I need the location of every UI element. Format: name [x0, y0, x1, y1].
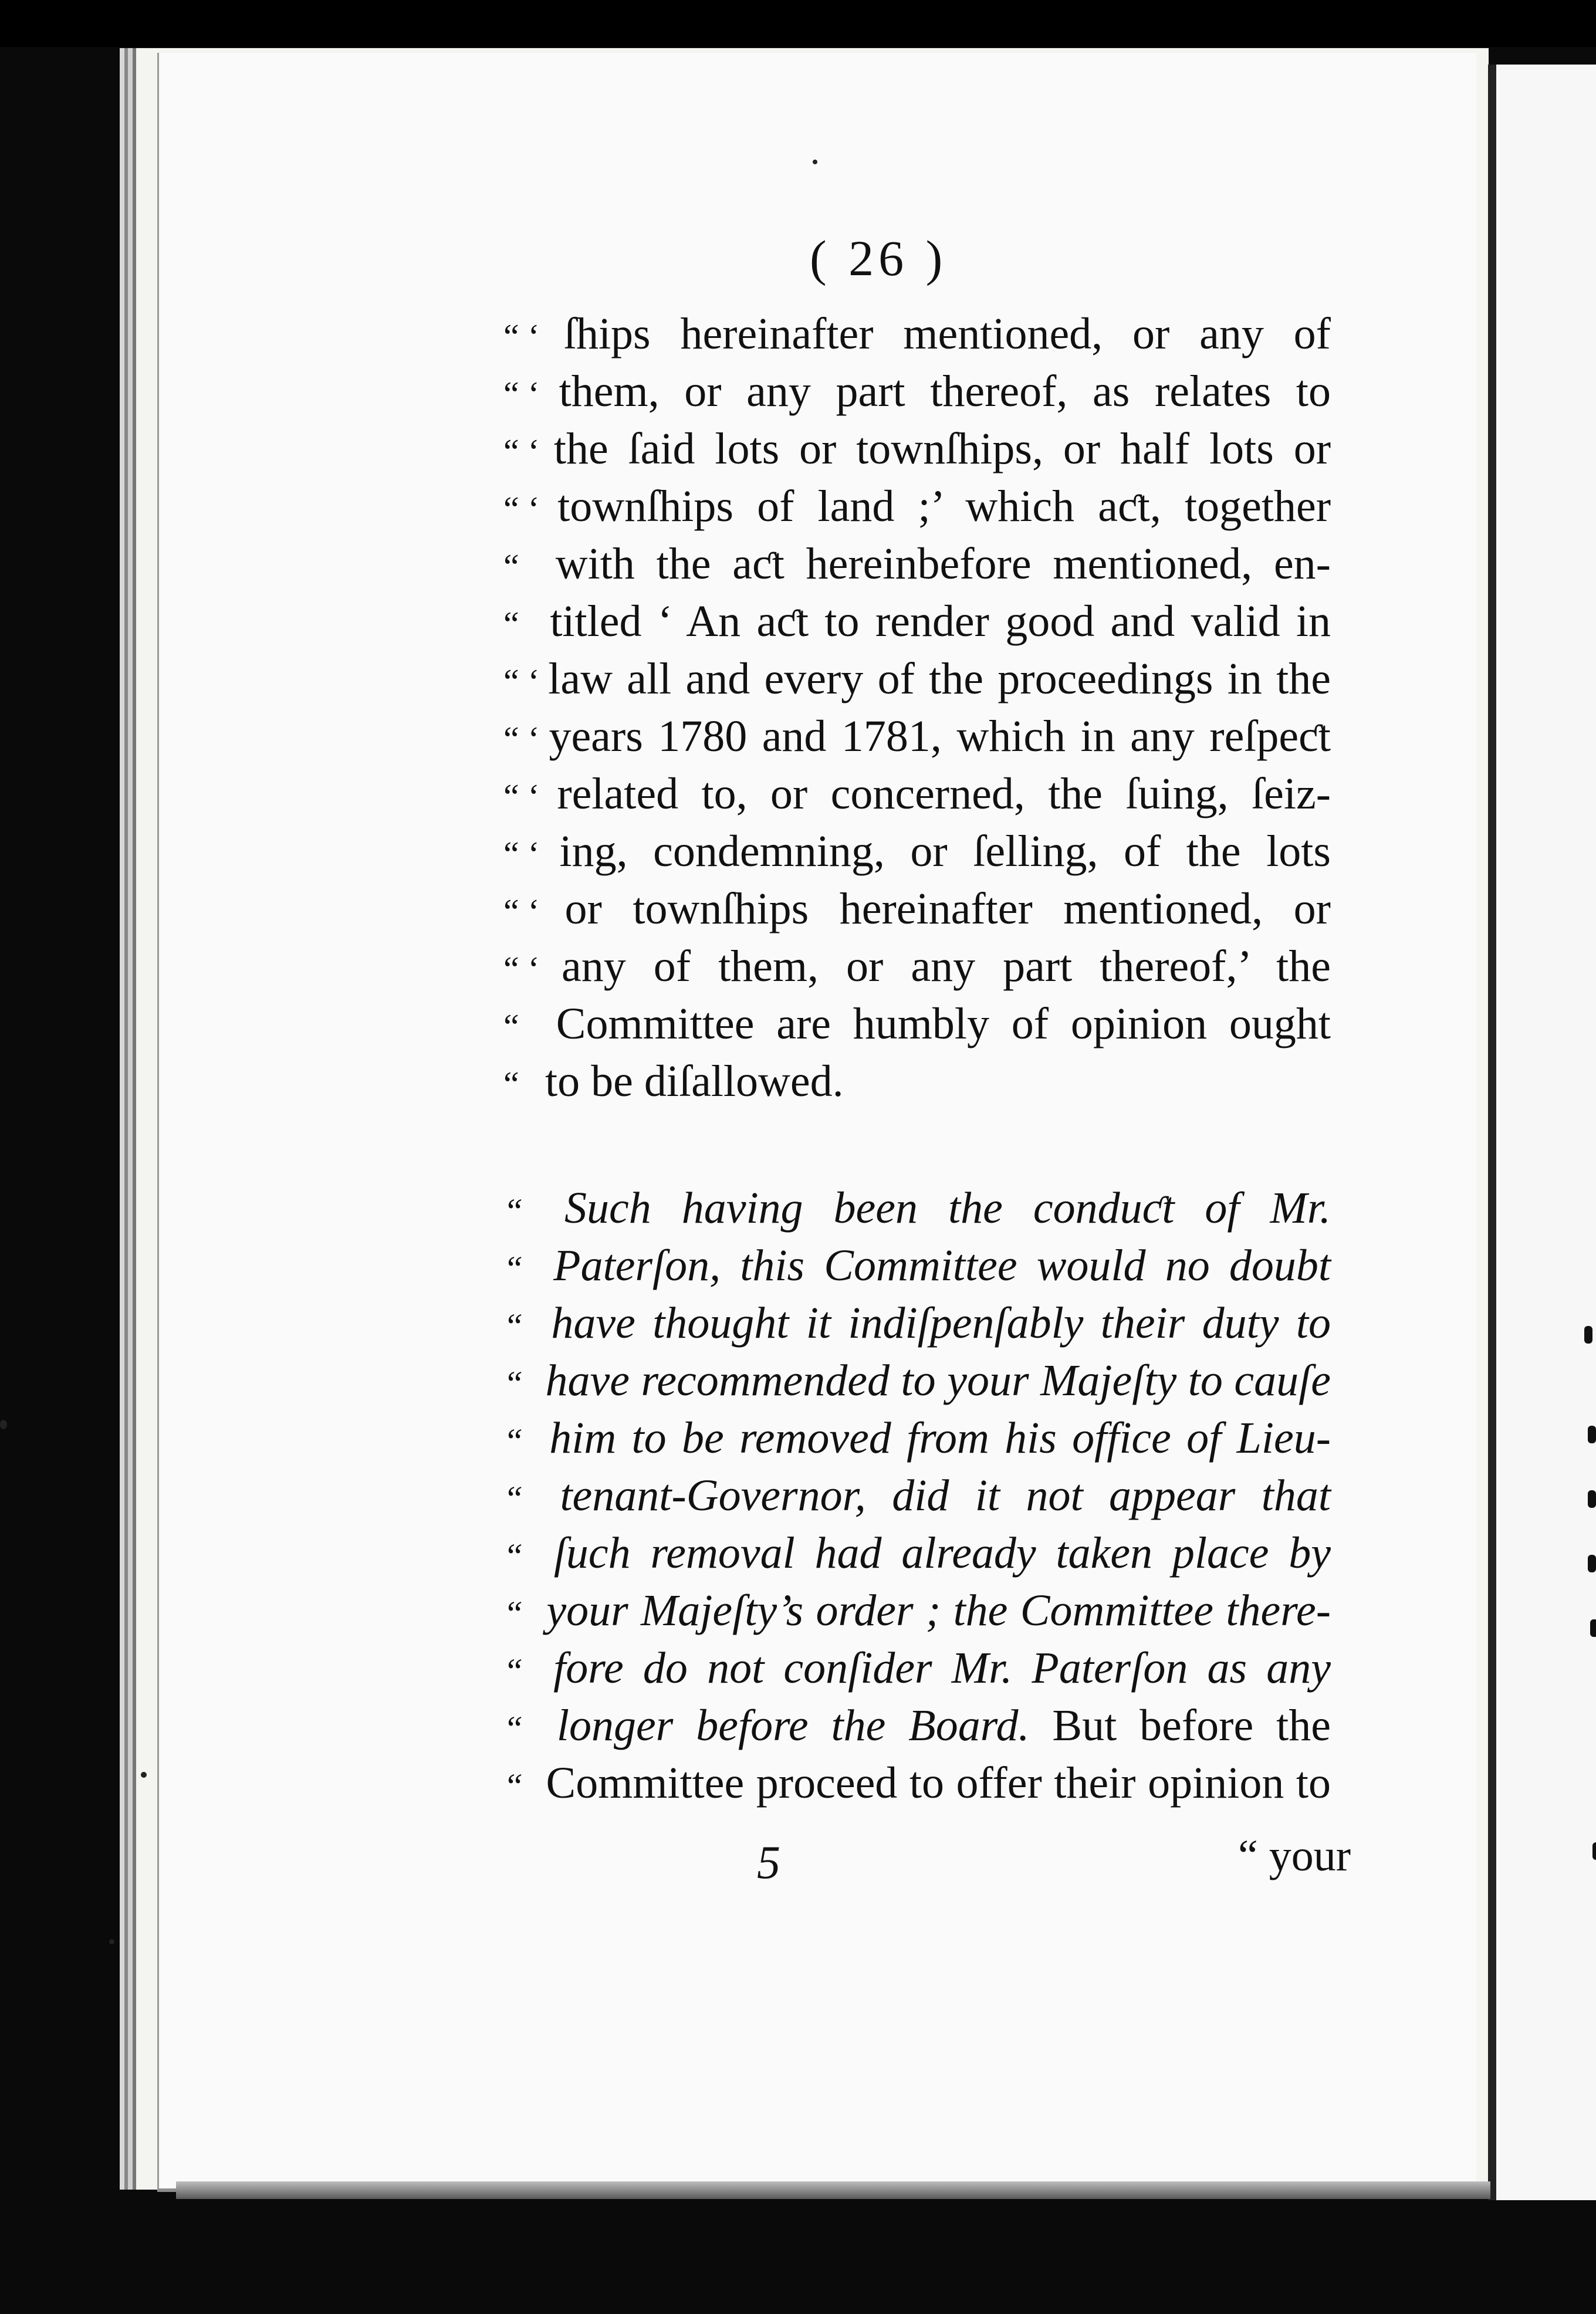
text-line	[503, 1524, 1331, 1582]
quote-mark: “	[503, 1065, 519, 1104]
quote-mark: “	[503, 1364, 523, 1403]
text-line	[503, 995, 1331, 1053]
opposite-page-mark	[1588, 1555, 1596, 1572]
quote-mark: “	[503, 1594, 523, 1633]
text-line	[503, 1582, 1331, 1639]
text-line	[503, 823, 1331, 880]
text-line	[503, 1179, 1331, 1237]
quote-mark: “ ‘	[503, 777, 540, 816]
line-text: them, or any part thereof, as relates to	[534, 367, 1331, 416]
opposite-page-mark	[1592, 1842, 1596, 1860]
quote-mark: “	[503, 605, 519, 644]
line-text: to be diſallowed.	[534, 1057, 844, 1106]
line-text: fore do not conſider Mr. Paterſon as any	[534, 1643, 1331, 1693]
quote-mark: “	[503, 1422, 523, 1460]
scan-border	[0, 0, 1596, 47]
text-line	[503, 880, 1331, 938]
line-text: have thought it indiſpenſably their duty to	[534, 1298, 1331, 1348]
text-line	[503, 1697, 1331, 1754]
text-line	[503, 478, 1331, 535]
text-line	[503, 1467, 1331, 1524]
paper-speck	[813, 160, 817, 164]
quote-mark: “ ‘	[503, 432, 540, 471]
text-line	[503, 708, 1331, 765]
text-line	[503, 1754, 1331, 1812]
opposite-page-mark	[1588, 1490, 1596, 1508]
quote-mark: “ ‘	[503, 892, 540, 931]
text-line	[503, 305, 1331, 363]
line-text: longer before the Board. But before the	[534, 1701, 1331, 1750]
text-line	[503, 535, 1331, 593]
paper-speck	[141, 1772, 147, 1778]
text-line	[503, 1409, 1331, 1467]
line-text: titled ‘ An aƈt to render good and valid in	[534, 597, 1331, 646]
text-line	[503, 938, 1331, 995]
line-text: ſhips hereinafter mentioned, or any of	[534, 309, 1331, 358]
catchword: “ your	[1238, 1831, 1351, 1880]
line-text: Paterſon, this Committee would no doubt	[534, 1241, 1331, 1290]
text-line	[503, 1053, 1331, 1110]
quote-mark: “	[503, 547, 519, 586]
quote-mark: “	[503, 1709, 523, 1748]
paper-speck	[0, 1420, 7, 1429]
line-text: Committee proceed to offer their opinion to	[534, 1758, 1331, 1808]
text-line	[503, 363, 1331, 420]
opposite-page-mark	[1588, 1426, 1596, 1443]
quote-mark: “ ‘	[503, 720, 540, 759]
text-line	[503, 1639, 1331, 1697]
page-number: ( 26 )	[810, 230, 948, 286]
line-text: ſuch removal had already taken place by	[534, 1528, 1331, 1578]
line-text: or townſhips hereinafter mentioned, or	[534, 884, 1331, 933]
quote-mark: “	[503, 1537, 523, 1575]
line-text: him to be removed from his office of Lieu-	[534, 1413, 1331, 1463]
line-text: Such having been the conduƈt of Mr.	[534, 1183, 1331, 1233]
text-line	[503, 1352, 1331, 1409]
quote-mark: “ ‘	[503, 317, 540, 356]
quote-mark: “	[503, 1307, 523, 1345]
line-text: tenant-Governor, did it not appear that	[534, 1471, 1331, 1520]
text-line	[503, 1237, 1331, 1294]
line-text: any of them, or any part thereof,’ the	[534, 942, 1331, 991]
quote-mark: “ ‘	[503, 835, 540, 874]
line-text: years 1780 and 1781, which in any reſpeƈt	[534, 712, 1331, 761]
text-line	[503, 650, 1331, 708]
paper-speck	[109, 1939, 114, 1944]
opposite-page-mark	[1584, 1326, 1592, 1344]
line-text: related to, or concerned, the ſuing, ſeiz-	[534, 769, 1331, 818]
quote-mark: “ ‘	[503, 375, 540, 414]
text-line	[503, 593, 1331, 650]
quote-mark: “	[503, 1007, 519, 1046]
opposite-page-mark	[1590, 1619, 1596, 1637]
line-text: ing, condemning, or ſelling, of the lots	[534, 827, 1331, 876]
quote-mark: “	[503, 1652, 523, 1690]
quote-mark: “	[503, 1192, 523, 1230]
line-text: Committee are humbly of opinion ought	[534, 999, 1331, 1048]
line-text: the ſaid lots or townſhips, or half lots or	[534, 424, 1331, 473]
quote-mark: “	[503, 1479, 523, 1518]
quote-mark: “	[503, 1249, 523, 1288]
quote-mark: “ ‘	[503, 490, 540, 529]
page-bottom-shadow	[176, 2181, 1490, 2199]
line-text: law all and every of the proceedings in the	[534, 654, 1331, 703]
quote-mark: “	[503, 1767, 523, 1805]
line-text: with the aƈt hereinbefore mentioned, en-	[534, 539, 1331, 588]
quote-mark: “ ‘	[503, 950, 540, 989]
text-line	[503, 420, 1331, 478]
line-text: townſhips of land ;’ which aƈt, together	[534, 482, 1331, 531]
opposite-page	[1488, 65, 1596, 2200]
signature-mark: 5	[757, 1837, 780, 1889]
line-text: your Majeſty’s order ; the Committee there-	[534, 1586, 1331, 1635]
quote-mark: “ ‘	[503, 662, 540, 701]
text-line	[503, 1294, 1331, 1352]
text-line	[503, 765, 1331, 823]
line-text: have recommended to your Majeſty to cauſe	[534, 1356, 1331, 1405]
